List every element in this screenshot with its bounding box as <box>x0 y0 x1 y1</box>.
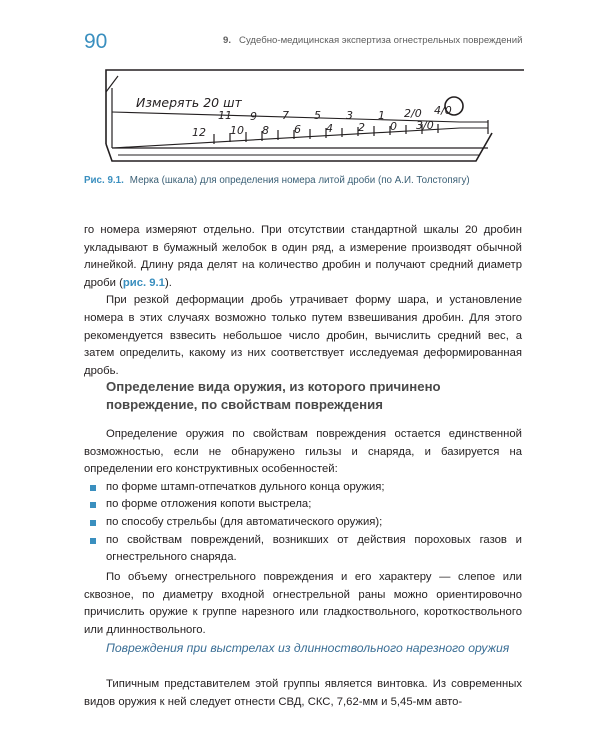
upper-number: 1 <box>378 109 385 122</box>
gauge-label: Измерять 20 шт <box>136 95 242 110</box>
list-item <box>84 479 522 497</box>
list-item-text: по свойствам повреждений, возникших от действия пороховых газов и огнестрельного снаряда. <box>106 533 522 564</box>
figure-shot-gauge <box>84 62 524 172</box>
bullet-list <box>84 479 522 567</box>
text-block-4 <box>84 676 522 711</box>
lower-number: 3/0 <box>416 119 434 132</box>
lower-number: 10 <box>230 124 244 137</box>
upper-number: 2/0 <box>404 107 422 120</box>
chapter-title: Судебно-медицинская экспертиза огнестрельных повреждений <box>239 35 523 46</box>
paragraph <box>84 222 522 292</box>
lower-number: 2 <box>358 121 365 134</box>
bullet-icon <box>90 538 96 544</box>
caption-label: Рис. 9.1. <box>84 175 124 186</box>
text-block-3 <box>84 569 522 639</box>
page-number: 90 <box>84 30 108 53</box>
running-head <box>223 35 521 46</box>
subsection-heading: Повреждения при выстрелах из длинноствольного нарезного оружия <box>106 641 510 655</box>
list-item <box>84 514 522 532</box>
upper-number: 5 <box>314 109 321 122</box>
bullet-icon <box>90 502 96 508</box>
paragraph: При резкой деформации дробь утрачивает форму шара, и установление номера в этих случаях возможно только путем взвешивания дробин. Для этого рекомендуется взвесить небольшое число дробин, вычислить средний вес, а затем определить, какому из них соответствует исследуемая деформированная дробь. <box>84 294 522 377</box>
upper-number: 3 <box>346 109 353 122</box>
list-item <box>84 532 522 567</box>
lower-number: 6 <box>294 123 301 136</box>
text-block-1 <box>84 222 522 380</box>
paragraph-text: го номера измеряют отдельно. При отсутствии стандартной шкалы 20 дробин укладывают в бумажный желобок в один ряд, а измерение производят обычной линейкой. Длину ряда делят на количество дробин и получают средний диаметр дроби ( <box>84 224 522 289</box>
list-item-text: по форме отложения копоти выстрела; <box>106 498 312 511</box>
bullet-icon <box>90 520 96 526</box>
list-item <box>84 496 522 514</box>
paragraph: По объему огнестрельного повреждения и его характеру — слепое или сквозное, по диаметру входной огнестрельной раны можно ориентировочно причислить оружие к группе нарезного или гладкоствольного, короткоствольного или длинноствольного. <box>84 571 522 636</box>
paragraph: Типичным представителем этой группы является винтовка. Из современных видов оружия к ней следует отнести СВД, СКС, 7,62-мм и 5,45-мм авто- <box>84 678 522 708</box>
lower-number: 0 <box>390 120 397 133</box>
chapter-number: 9. <box>223 35 232 46</box>
text-block-2 <box>84 426 522 567</box>
upper-number: 9 <box>250 110 257 123</box>
lower-number: 12 <box>192 126 206 139</box>
lower-number: 4 <box>326 122 333 135</box>
list-item-text: по способу стрельбы (для автоматического оружия); <box>106 515 383 528</box>
paragraph: Определение оружия по свойствам повреждения остается единственной возможностью, если не обнаружено гильзы и снаряда, и базируется на определении его конструктивных особенностей: <box>84 428 522 476</box>
caption-text: Мерка (шкала) для определения номера литой дроби (по А.И. Толстопягу) <box>129 175 470 186</box>
figure-caption <box>84 175 524 186</box>
paragraph-text: ). <box>164 276 172 289</box>
upper-number: 4/0 <box>434 104 452 117</box>
shot-gauge-illustration <box>84 62 524 172</box>
list-item-text: по форме штамп-отпечатков дульного конца оружия; <box>106 480 385 493</box>
figure-reference-link[interactable]: рис. 9.1 <box>122 276 165 289</box>
section-heading: Определение вида оружия, из которого причинено повреждение, по свойствам повреждения <box>106 379 441 412</box>
upper-number: 7 <box>282 109 289 122</box>
lower-number: 8 <box>262 124 269 137</box>
upper-number: 11 <box>218 109 232 122</box>
bullet-icon <box>90 485 96 491</box>
